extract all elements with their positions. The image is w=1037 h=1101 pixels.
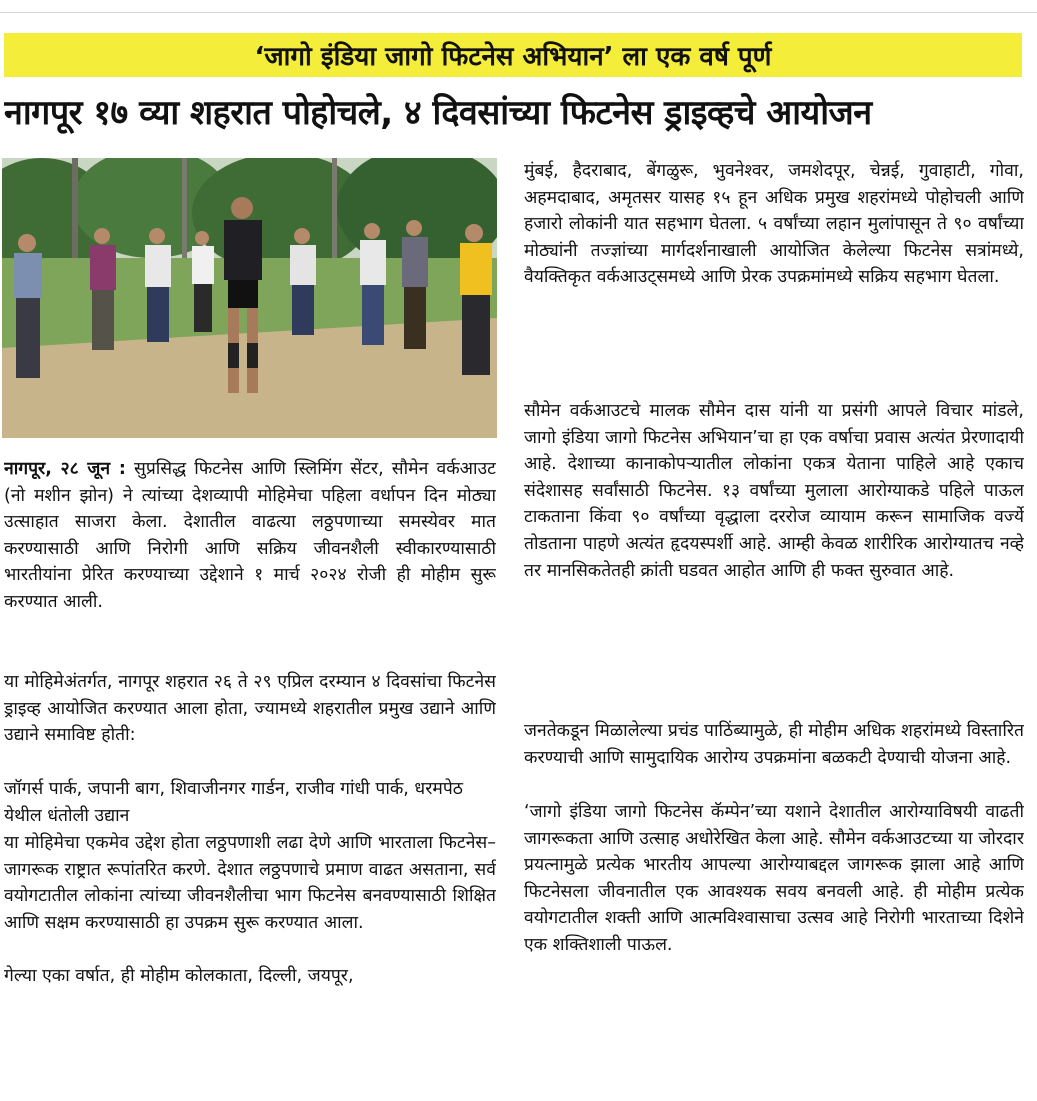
- page-top-edge: [0, 0, 1037, 13]
- paragraph: ‘जागो इंडिया जागो फिटनेस कॅम्पेन’च्या यशाने देशातील आरोग्याविषयी वाढती जागरूकता आणि उत्साह अधोरेखित केला आहे. सौमेन वर्कआउटच्या या जोरदार प्रयत्नामुळे प्रत्येक भारतीय आपल्या आरोग्याबद्दल जागरूक झाला आहे आणि फिटनेसला जीवनातील एक आवश्यक सवय बनवली आहे. ही मोहीम प्रत्येक वयोगटातील शक्ती आणि आत्मविश्वासाचा उत्सव आहे निरोगी भारताच्या दिशेने एक शक्तिशाली पाऊल.: [524, 802, 1024, 955]
- kicker-banner: [4, 33, 1022, 77]
- dateline: नागपूर, २८ जून :: [4, 459, 126, 479]
- paragraph: गेल्या एका वर्षात, ही मोहीम कोलकाता, दिल्ली, जयपूर,: [4, 966, 354, 986]
- fitness-session-photo: [2, 158, 497, 438]
- paragraph: [4, 456, 496, 669]
- paragraph: या मोहिमेअंतर्गत, नागपूर शहरात २६ ते २९ एप्रिल दरम्यान ४ दिवसांचा फिटनेस ड्राइव्ह आयोजित करण्यात आला होता, ज्यामध्ये शहरातील प्रमुख उद्याने आणि उद्याने समाविष्ट होती:: [4, 672, 496, 746]
- paragraph: जॉगर्स पार्क, जपानी बाग, शिवाजीनगर गार्डन, राजीव गांधी पार्क, धरमपेठ येथील धंतोली उद्यान: [4, 779, 463, 826]
- kicker-text: ‘जागो इंडिया जागो फिटनेस अभियान’ ला एक वर्ष पूर्ण: [254, 42, 772, 72]
- headline: नागपूर १७ व्या शहरात पोहोचले, ४ दिवसांच्या फिटनेस ड्राइव्हचे आयोजन: [4, 93, 872, 133]
- article-column-right: [524, 158, 1024, 1039]
- paragraph-text: सुप्रसिद्ध फिटनेस आणि स्लिमिंग सेंटर, सौमेन वर्कआउट (नो मशीन झोन) ने त्यांच्या देशव्यापी मोहिमेचा पहिला वर्धापन दिन मोठ्या उत्साहात साजरा केला. देशातील वाढत्या लठ्ठपणाच्या समस्येवर मात करण्यासाठी आणि निरोगी आणि सक्रिय जीवनशैली स्वीकारण्यासाठी भारतीयांना प्रेरित करण्याच्या उद्देशाने १ मार्च २०२४ रोजी ही मोहीम सुरू करण्यात आली.: [4, 459, 496, 612]
- article-column-left: [4, 456, 496, 990]
- paragraph: मुंबई, हैदराबाद, बेंगळुरू, भुवनेश्वर, जमशेदपूर, चेन्नई, गुवाहाटी, गोवा, अहमदाबाद, अमृतसर यासह १५ हून अधिक प्रमुख शहरांमध्ये पोहोचली आणि हजारो लोकांनी यात सहभाग घेतला. ५ वर्षांच्या लहान मुलांपासून ते ९० वर्षांच्या मोठ्यांनी तज्ज्ञांच्या मार्गदर्शनाखाली आयोजित केलेल्या फिटनेस सत्रांमध्ये, वैयक्तिकृत वर्कआउट्समध्ये आणि प्रेरक उपक्रमांमध्ये सक्रिय सहभाग घेतला.: [524, 161, 1024, 288]
- article-photo: [2, 158, 497, 438]
- paragraph: जनतेकडून मिळालेल्या प्रचंड पाठिंब्यामुळे, ही मोहीम अधिक शहरांमध्ये विस्तारित करण्याची आणि सामुदायिक आरोग्य उपक्रमांना बळकटी देण्याची योजना आहे.: [524, 721, 1024, 768]
- paragraph: या मोहिमेचा एकमेव उद्देश होता लठ्ठपणाशी लढा देणे आणि भारताला फिटनेस–जागरूक राष्ट्रात रूपांतरित करणे. देशात लठ्ठपणाचे प्रमाण वाढत असताना, सर्व वयोगटातील लोकांना त्यांच्या जीवनशैलीचा भाग फिटनेस बनवण्यासाठी शिक्षित आणि सक्षम करण्यासाठी हा उपक्रम सुरू करण्यात आला.: [4, 833, 496, 933]
- paragraph: सौमेन वर्कआउटचे मालक सौमेन दास यांनी या प्रसंगी आपले विचार मांडले, जागो इंडिया जागो फिटनेस अभियान’चा हा एक वर्षाचा प्रवास अत्यंत प्रेरणादायी आहे. देशाच्या कानाकोपऱ्यातील लोकांना एकत्र येताना पाहिले आहे एकाच संदेशासह सर्वांसाठी फिटनेस. १३ वर्षांच्या मुलाला आरोग्याकडे पहिले पाऊल टाकताना किंवा ९० वर्षांच्या वृद्धाला दररोज व्यायाम करून सामाजिक वर्ज्ये तोडताना पाहणे अत्यंत हृदयस्पर्शी आहे. आम्ही केवळ शारीरिक आरोग्यातच नव्हे तर मानसिकतेतही क्रांती घडवत आहोत आणि ही फक्त सुरुवात आहे.: [524, 401, 1024, 581]
